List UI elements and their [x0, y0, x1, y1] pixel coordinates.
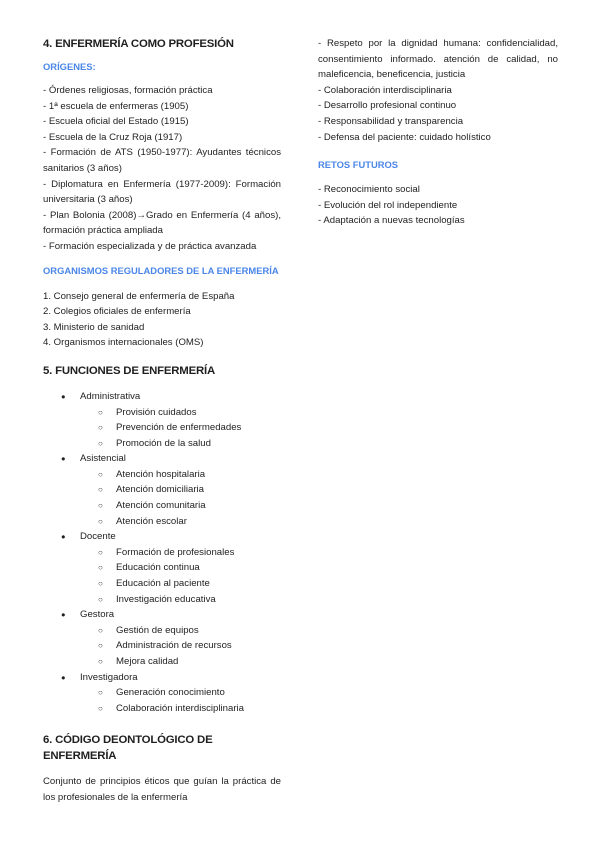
reto-item: - Adaptación a nuevas tecnologías — [318, 215, 465, 227]
right-column — [318, 36, 558, 229]
origenes-item: - Órdenes religiosas, formación práctica — [43, 85, 213, 96]
funcion-subitem: ○ Generación conocimiento — [43, 685, 281, 701]
funcion-subitem: ○ Administración de recursos — [43, 638, 281, 654]
funcion-subitem: ○ Educación continua — [43, 560, 281, 576]
regulador-item: 1. Consejo general de enfermería de España — [43, 290, 235, 302]
origenes-item: - Formación especializada y de práctica avanzada — [43, 240, 257, 252]
funcion-sublist — [80, 545, 281, 607]
funcion-item — [43, 670, 281, 717]
funcion-label: Asistencial — [80, 453, 126, 465]
regulador-item: 3. Ministerio de sanidad — [43, 321, 145, 333]
funcion-subitem: ○ Gestión de equipos — [43, 623, 281, 639]
funcion-subitem: ○ Investigación educativa — [43, 592, 281, 608]
principio-item: - Respeto por la dignidad humana: confidencialidad, consentimiento informado. atención de calidad, no maleficencia, beneficencia, justicia — [318, 38, 558, 81]
origenes-item: - Diplomatura en Enfermería (1977-2009): Formación universitaria (3 años) — [43, 178, 281, 206]
regulador-item: 4. Organismos internacionales (OMS) — [43, 337, 204, 349]
funcion-label: Administrativa — [80, 390, 141, 402]
section-6-text: Conjunto de principios éticos que guían la práctica de los profesionales de la enfermería — [43, 776, 281, 803]
funcion-subitem: ○ Atención domiciliaria — [43, 482, 281, 498]
funcion-item — [43, 529, 281, 607]
reto-item: - Reconocimiento social — [318, 184, 420, 196]
principio-item: - Colaboración interdisciplinaria — [318, 84, 452, 96]
section-6-title: 6. CÓDIGO DEONTOLÓGICO DE ENFERMERÍA — [43, 734, 213, 763]
funcion-subitem: ○ Atención hospitalaria — [43, 467, 281, 483]
funcion-subitem: ○ Atención comunitaria — [43, 498, 281, 514]
principio-item: - Desarrollo profesional continuo — [318, 100, 457, 112]
funcion-label: Investigadora — [80, 671, 138, 683]
origenes-item: - Plan Bolonia (2008)→Grado en Enfermería (4 años), formación práctica ampliada — [43, 209, 281, 237]
origenes-item: - Escuela de la Cruz Roja (1917) — [43, 131, 183, 143]
reguladores-heading: ORGANISMOS REGULADORES DE LA ENFERMERÍA — [43, 264, 279, 276]
origenes-item: - Escuela oficial del Estado (1915) — [43, 116, 189, 128]
funcion-sublist — [80, 623, 281, 670]
section-4-title: 4. ENFERMERÍA COMO PROFESIÓN — [43, 38, 234, 50]
section-5-title: 5. FUNCIONES DE ENFERMERÍA — [43, 364, 216, 377]
reto-item: - Evolución del rol independiente — [318, 199, 458, 211]
origenes-heading: ORÍGENES: — [43, 61, 96, 72]
funcion-sublist — [80, 405, 281, 452]
funcion-subitem: ○ Provisión cuidados — [43, 405, 281, 421]
funcion-item — [43, 607, 281, 669]
origenes-item: - Formación de ATS (1950-1977): Ayudantes técnicos sanitarios (3 años) — [43, 147, 281, 174]
origenes-item: - 1ª escuela de enfermeras (1905) — [43, 100, 189, 112]
funcion-subitem: ○ Promoción de la salud — [43, 436, 281, 452]
funcion-subitem: ○ Mejora calidad — [43, 654, 281, 670]
funcion-sublist — [80, 685, 281, 716]
funcion-subitem: ○ Colaboración interdisciplinaria — [43, 701, 281, 717]
retos-heading: RETOS FUTUROS — [318, 159, 399, 171]
principio-item: - Defensa del paciente: cuidado holístico — [318, 131, 491, 143]
funcion-subitem: ○ Educación al paciente — [43, 576, 281, 592]
funcion-sublist — [80, 467, 281, 529]
funcion-label: Docente — [80, 531, 116, 543]
principio-item: - Responsabilidad y transparencia — [318, 115, 464, 127]
funcion-item — [43, 389, 281, 451]
funcion-subitem: ○ Prevención de enfermedades — [43, 420, 281, 436]
left-column — [43, 36, 281, 806]
funcion-item — [43, 451, 281, 529]
funcion-subitem: ○ Formación de profesionales — [43, 545, 281, 561]
regulador-item: 2. Colegios oficiales de enfermería — [43, 306, 191, 318]
funcion-label: Gestora — [80, 609, 115, 621]
funcion-subitem: ○ Atención escolar — [43, 514, 281, 530]
funciones-list — [43, 389, 281, 716]
